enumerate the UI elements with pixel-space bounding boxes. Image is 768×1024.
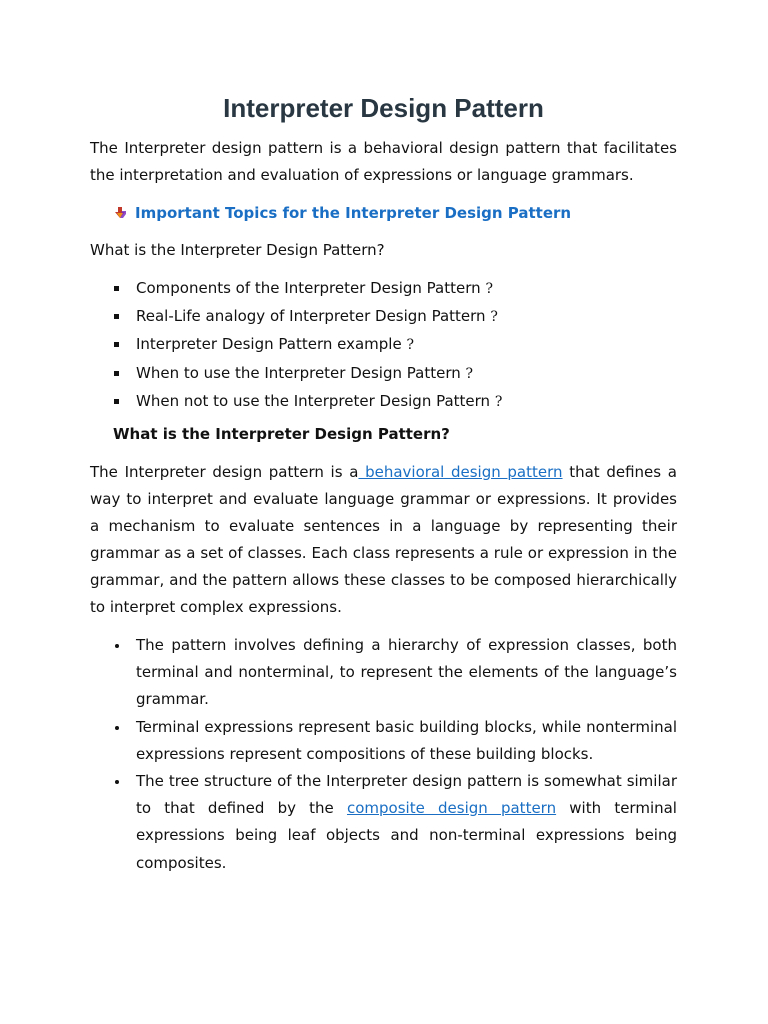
- square-bullet-icon: [114, 342, 119, 347]
- toc-item-label: Interpreter Design Pattern example: [136, 335, 402, 354]
- toc-item-suffix: ?: [406, 337, 414, 354]
- bullet-text: Terminal expressions represent basic building blocks, while nonterminal expressions represent compositions of these building blocks.: [136, 717, 677, 763]
- body-text-start: The Interpreter design pattern is a: [90, 463, 359, 481]
- bullet-text-end: with terminal expressions being leaf objects and non-terminal expressions being composites.: [136, 799, 677, 872]
- toc-question: What is the Interpreter Design Pattern?: [90, 241, 385, 259]
- list-item: [90, 768, 677, 877]
- list-item[interactable]: [90, 275, 677, 303]
- section-heading: What is the Interpreter Design Pattern?: [113, 425, 450, 443]
- composite-design-pattern-link[interactable]: composite design pattern: [346, 799, 557, 818]
- toc-list: [90, 275, 677, 416]
- toc-item-suffix: ?: [465, 365, 474, 382]
- list-item[interactable]: [90, 303, 677, 331]
- list-item[interactable]: [90, 360, 677, 388]
- square-bullet-icon: [114, 399, 119, 404]
- intro-paragraph: The Interpreter design pattern is a behavioral design pattern that facilitates the interpretation and evaluation of expressions or language grammars.: [90, 139, 677, 184]
- topics-heading[interactable]: [114, 200, 571, 226]
- behavioral-design-pattern-link[interactable]: behavioral design pattern: [358, 463, 563, 481]
- list-item[interactable]: [90, 388, 677, 416]
- list-item: [90, 714, 677, 768]
- bullet-list: [90, 632, 677, 877]
- toc-item-label: When to use the Interpreter Design Pattern: [136, 363, 461, 382]
- list-item: [90, 632, 677, 714]
- toc-item-label: Real-Life analogy of Interpreter Design Pattern: [136, 307, 486, 326]
- bullet-dot-icon: [115, 780, 119, 784]
- square-bullet-icon: [114, 314, 119, 319]
- toc-item-suffix: ?: [485, 281, 493, 297]
- square-bullet-icon: [114, 286, 119, 291]
- body-paragraph: [90, 459, 677, 621]
- page-title: Interpreter Design Pattern: [223, 93, 544, 123]
- toc-item-suffix: ?: [490, 309, 498, 326]
- list-item[interactable]: [90, 331, 677, 359]
- arrow-down-icon: [114, 206, 128, 220]
- square-bullet-icon: [114, 371, 119, 376]
- bullet-text: The pattern involves defining a hierarchy of expression classes, both terminal and nonterminal, to represent the elements of the language’s grammar.: [136, 636, 677, 709]
- bullet-text-start: The tree structure of the Interpreter design pattern is somewhat similar to that defined by the: [136, 772, 677, 818]
- body-text-end: that defines a way to interpret and evaluate language grammar or expressions. It provides a mechanism to evaluate sentences in a language by representing their grammar as a set of classes. Each class represents a rule or expression in the grammar, and the pattern allows these classes to be composed hierarchically to interpret complex expressions.: [90, 463, 677, 616]
- bullet-dot-icon: [115, 644, 119, 648]
- topics-heading-label: Important Topics for the Interpreter Design Pattern: [135, 204, 572, 222]
- toc-item-suffix: ?: [494, 393, 503, 410]
- bullet-dot-icon: [115, 726, 119, 730]
- toc-item-label: Components of the Interpreter Design Pattern: [136, 279, 481, 297]
- toc-item-label: When not to use the Interpreter Design Pattern: [136, 391, 491, 410]
